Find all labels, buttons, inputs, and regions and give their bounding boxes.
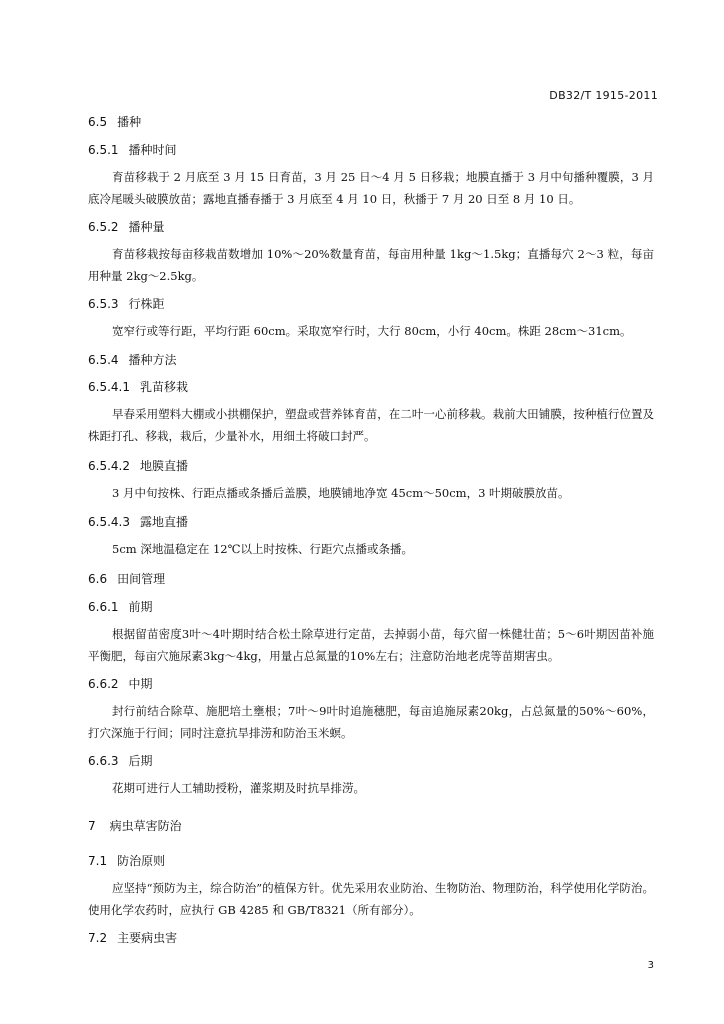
paragraph-6-6-3: 花期可进行人工辅助授粉，灌浆期及时抗旱排涝。: [112, 781, 365, 795]
page-number: 3: [647, 960, 654, 971]
heading-number: 6.5.4.3: [88, 515, 130, 529]
heading-6-6-1: [88, 598, 153, 615]
paragraph-6-5-4-3: 5cm 深地温稳定在 12℃以上时按株、行距穴点播或条播。: [112, 542, 413, 556]
paragraph-7-1: 应坚持“预防为主，综合防治”的植保方针。优先采用农业防治、生物防治、物理防治，科学使用化学防治。使用化学农药时，应执行 GB 4285 和 GB/T8321（所有部分）。: [88, 881, 654, 917]
heading-number: 7: [88, 819, 96, 833]
heading-title: 中期: [128, 677, 153, 691]
heading-number: 6.6.2: [88, 677, 119, 691]
heading-title: 前期: [128, 600, 153, 614]
heading-number: 7.2: [88, 931, 108, 945]
heading-number: 6.6.3: [88, 754, 119, 768]
paragraph-6-5-4-2: 3 月中旬按株、行距点播或条播后盖膜，地膜铺地净宽 45cm～50cm，3 叶期破膜放苗。: [112, 486, 570, 500]
heading-title: 主要病虫害: [117, 931, 178, 945]
heading-number: 6.6.1: [88, 600, 119, 614]
heading-6-5-2: [88, 218, 165, 235]
heading-7: [88, 817, 182, 834]
heading-title: 行株距: [128, 297, 165, 311]
heading-title: 地膜直播: [139, 459, 188, 473]
heading-title: 露地直播: [139, 515, 188, 529]
heading-6-6-3: [88, 752, 153, 769]
paragraph-6-5-4-1: 早春采用塑料大棚或小拱棚保护，塑盘或营养钵育苗，在二叶一心前移栽。栽前大田铺膜，按种植行位置及株距打孔、移栽，栽后，少量补水，用细土将破口封严。: [88, 407, 654, 443]
heading-6-5-4-2: [88, 457, 188, 474]
heading-6-6-2: [88, 675, 153, 692]
heading-6-5-1: [88, 141, 177, 158]
heading-title: 播种量: [128, 220, 165, 234]
heading-number: 6.5.2: [88, 220, 119, 234]
heading-6-5-4-3: [88, 513, 188, 530]
standard-code: DB32/T 1915-2011: [549, 89, 658, 102]
heading-6-5-3: [88, 295, 165, 312]
heading-title: 防治原则: [117, 854, 166, 868]
heading-number: 6.5.4: [88, 353, 119, 367]
heading-6-5-4: [88, 351, 177, 368]
heading-6-5-4-1: [88, 378, 188, 395]
heading-number: 6.5.4.1: [88, 380, 130, 394]
heading-number: 6.5: [88, 115, 108, 129]
heading-number: 6.5.4.2: [88, 459, 130, 473]
heading-title: 播种时间: [128, 143, 177, 157]
heading-number: 6.5.1: [88, 143, 119, 157]
heading-title: 病虫草害防治: [109, 819, 182, 833]
heading-title: 田间管理: [117, 572, 166, 586]
heading-6-6: [88, 570, 165, 587]
heading-7-2: [88, 929, 177, 946]
heading-6-5: [88, 113, 141, 130]
heading-number: 7.1: [88, 854, 108, 868]
heading-title: 播种方法: [128, 353, 177, 367]
heading-title: 播种: [117, 115, 142, 129]
paragraph-6-5-3: 宽窄行或等行距，平均行距 60cm。采取宽窄行时，大行 80cm，小行 40cm。株距 28cm～31cm。: [112, 324, 632, 338]
heading-7-1: [88, 852, 165, 869]
paragraph-6-6-2: 封行前结合除草、施肥培土壅根；7叶～9叶时追施穗肥，每亩追施尿素20kg，占总氮量的50%～60%，打穴深施于行间；同时注意抗旱排涝和防治玉米螟。: [88, 704, 654, 740]
paragraph-6-5-2: 育苗移栽按每亩移栽苗数增加 10%～20%数量育苗，每亩用种量 1kg～1.5kg；直播每穴 2～3 粒，每亩用种量 2kg～2.5kg。: [88, 247, 654, 283]
heading-title: 乳苗移栽: [139, 380, 188, 394]
heading-number: 6.6: [88, 572, 108, 586]
paragraph-6-6-1: 根据留苗密度3叶～4叶期时结合松土除草进行定苗，去掉弱小苗，每穴留一株健壮苗；5～6叶期因苗补施平衡肥，每亩穴施尿素3kg～4kg，用量占总氮量的10%左右；注意防治地老虎等苗期害虫。: [88, 627, 654, 663]
paragraph-6-5-1: 育苗移栽于 2 月底至 3 月 15 日育苗，3 月 25 日～4 月 5 日移栽；地膜直播于 3 月中旬播种覆膜，3 月底冷尾暖头破膜放苗；露地直播春播于 3 月底至 4 月 10 日，秋播于 7 月 20 日至 8 月 10 日。: [88, 170, 654, 206]
heading-title: 后期: [128, 754, 153, 768]
heading-number: 6.5.3: [88, 297, 119, 311]
